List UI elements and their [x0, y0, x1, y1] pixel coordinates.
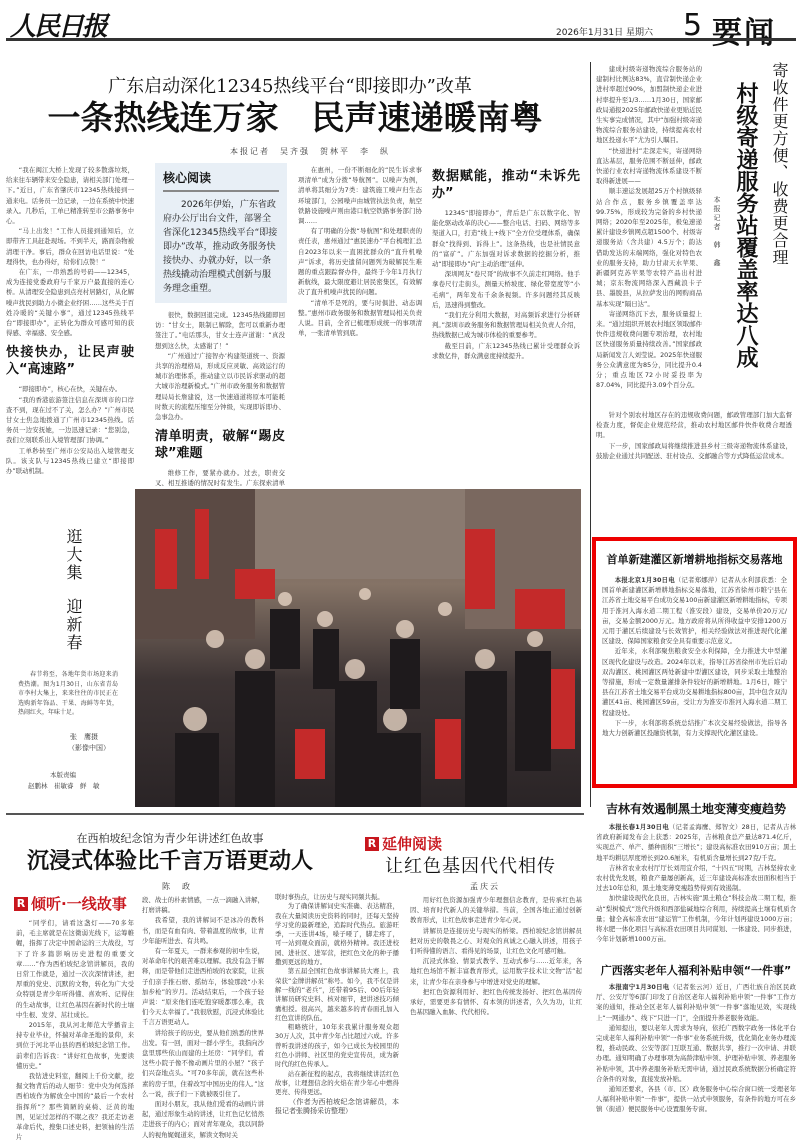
paragraph: 讲给孩子的历史，要从他们熟悉的世界出发。有一回，面对一群小学生，我指向沙盘里那些依山而建的土坯房：“同学们，看这些小院子像不像动画片里的小屋？”孩子们兴奋地点头。“可70多年前，就在这些朴素的房子里，住着改写中国历史的伟人。”这么一说，孩子们一下就被吸引住了。: [142, 1028, 264, 1098]
paragraph: 截至目前，广东12345热线已累计受理群众诉求数亿件，群众满意度持续提升。: [432, 341, 580, 360]
rural-text-bottom: [596, 410, 792, 530]
paragraph: 通知提出，要以老年人需求为导向，依托广西数字政务一体化平台完成老年人福利补贴申领“一件事”业务系统升级，优化简化业务办理流程，推动民政、公安等部门互联互通、数据共享，推行一次申请、并联办理。通知明确了办理事项为高龄津贴申领、护理补贴申领、养老服务补贴申领，其中养老服务补贴无需申请，通过民政系统数据分析确定符合条件的对象，直接发放补贴。: [596, 1023, 796, 1083]
paragraph: 站在新征程的起点，我将继续讲活红色故事，让理想信念的火焰在青少年心中燃得更亮、传得更远。: [275, 1069, 399, 1097]
paragraph: “即接即办”，核心在快，关键在办。: [18, 385, 122, 394]
core-reading-text: 2026年伊始，广东省政府办公厅出台文件，部署全省深化12345热线平台“即接即办”改革，推动政务服务快接快办、办就办好，以一条热线撬动治理模式创新与服务理念重塑。: [163, 200, 278, 294]
photo-source: （影像中国）: [68, 744, 110, 752]
paragraph: 建成村级寄递物流综合服务站的建制村比例达83%，直营制快递企业进村率超过90%，加盟制快递企业进村率提升至1/3……1月30日，国家邮政局通报2025年邮政快递业更贴近民生实事完成情况，其中“加强村级寄递物流综合服务站建设，持续提高农村地区投递水平”尤为引人瞩目。: [596, 65, 702, 145]
story-kicker: 在西柏坡纪念馆为青少年讲述红色故事: [76, 832, 264, 845]
rural-kicker: 寄收件更方便、收费更合理: [770, 62, 789, 266]
dateline: 本报长春1月30日电: [608, 823, 669, 831]
market-photo: [135, 489, 581, 807]
paragraph: （记者张云河）近日，广西壮族自治区民政厅、公安厅等6部门印发了自治区老年人福利补贴申领“一件事”工作方案的通知，推动全区老年人福利补贴申领“一件事”落地见效，实现线上“一网通办”、线下“只进一门”，全面提升养老服务效能。: [596, 983, 797, 1022]
subheading: 快接快办，让民声驶入“高速路”: [6, 345, 134, 378]
paragraph: 为了确保讲解词史实准确、表达精准，我在大量阅读历史资料的同时，还每天坚持学习党的最新理论，追踪时代热点。旅游旺季，一天连讲4场，嗓子哑了，脚走疼了，可一站到观众面前，就格外精神。我还进校园、进社区、进军营，把红色文化的种子播撒到更远的地方。: [275, 902, 399, 967]
paragraph: “我在闽江大桥上发现了较多散落垃圾，给来往车辆带来安全隐患，请相关部门处理一下。”近日，广东省肇庆市12345热线接到一通来电。话务员一边记录，一边在系统中快速录入。几秒后，工单已精准转至市公路事务中心。: [6, 166, 134, 226]
jilin-headline: 吉林有效遏制黑土地变薄变瘦趋势: [605, 802, 786, 816]
core-reading-box: [155, 163, 287, 303]
rural-byline: 本报记者 韩 鑫: [713, 196, 721, 268]
guangxi-headline: 广西落实老年人福利补贴申领“一件事”: [600, 964, 792, 977]
lead-column-3: [298, 165, 422, 483]
photo-title-1: 逛大集: [64, 528, 83, 582]
story-column-1: [16, 918, 134, 1142]
market-crowd-image: [135, 489, 581, 807]
paragraph: “我的香港旅游签注信息在深圳市的口岸查不到，现在过不了关，怎么办？”广州市民甘女士焦急地拨通了广州市12345热线。话务员一边安抚她，一边迅速记录：“您别急，我们立刻联系出入境管理部门协调。”: [6, 395, 134, 445]
dateline: 本报南宁1月30日电: [608, 983, 670, 991]
lead-column-2: [155, 310, 285, 488]
issue-date: 2026年1月31日 星期六: [556, 28, 653, 38]
r-badge-icon: R: [14, 897, 28, 911]
author-note: （作者为西柏坡纪念馆讲解员，本报记者张腾扬采访整理）: [275, 1097, 399, 1116]
paragraph: （记者郑娜萍）记者从水利部获悉：全国首单新建灌区新增耕地指标交易落地，江苏省徐州市睢宁县在江苏省土地交易平台成功交易100亩新建灌区新增耕地指标，专项用于淮河入海水道二期工程（淮安段）建设，交易单价20万元/亩，交易金额2000万元。地方政府将从所得收益中安排1200万元用于灌区后续建设与长效管护，相关经验做法对推进现代化灌区建设、保障国家粮食安全具有重要示范意义。: [602, 576, 788, 646]
paragraph: “广州通过‘广接智办’构建渠道统一、资源共享的治理格局，形成反应灵敏、高效运行的城市治理体系，推动建立以市民诉求驱动的超大城市治理新模式。”广州市政务服务和数据管理局局长詹建说，这一快速通道将原本可能耗时数天的流程压缩至分钟级，实现即诉即办、急事急办。: [155, 351, 285, 422]
editors-label: 本版责编: [50, 771, 76, 779]
story-headline: 沉浸式体验比千言万语更动人: [26, 848, 313, 874]
core-reading-title: 核心阅读: [163, 169, 279, 192]
paragraph: 加快建设现代化良田，吉林实施“黑土粮仓”科技会战二期工程，推动“梨树模式”迭代升级和西部盐碱地综合利用，持续提高土壤有机质含量；健全高标准农田“建运管”工作机制，今年计划再建设1000万亩；将水肥一体化项目与高标准农田项目共同谋划、一体建设、同步推进，今年计划新增1000万亩。: [596, 894, 796, 944]
paragraph: 通知还要求，各县（市、区）政务服务中心综合窗口统一受理老年人福利补贴申领“一件事”，提供一站式申领服务，有条件的地方可在乡镇（街道）便民服务中心设置服务专窗。: [596, 1085, 796, 1114]
lead-headline: 一条热线连万家 民声速递暖南粤: [47, 98, 543, 137]
rural-headline: 村级寄递服务站覆盖率达八成: [733, 82, 758, 368]
lead-byline: 本报记者 吴齐强 贺林平 李 纵: [230, 147, 390, 156]
paragraph: 联时事热点，让历史与现实同频共振。: [275, 893, 384, 901]
paragraph: 用好红色资源加强青少年理想信念教育，是传承红色基因、培育时代新人的关键举措。当前，全国各地正通过创新教育形式，让红色故事走进青少年心灵。: [410, 896, 582, 925]
paragraph: （记者孟海鹰、郑智文）28日，记者从吉林省政府新闻发布会上获悉：2025年，吉林粮食总产量达871.4亿斤，实现总产、单产、播种面积“三增长”；建设高标准农田910万亩；黑土地平均耕层厚度增长到20.6厘米，有机质含量增长到27克/千克。: [596, 823, 796, 862]
paragraph: “清单不是死的，要与时俱进、动态调整。”惠州市政务服务和数据管理局相关负责人说。目前，全省已梳理形成统一的事项清单，一张清单管到底。: [298, 298, 422, 338]
extended-reading-tag: [365, 833, 442, 854]
rural-text-top: [596, 64, 702, 390]
guangxi-text: [596, 982, 796, 1128]
paragraph: 讲解员是连接历史与现实的桥梁。西柏坡纪念馆讲解员把对历史的敬畏之心、对观众的真诚之心融入讲述，用孩子们听得懂的语言、看得见的场景，让红色文化可感可触。: [410, 926, 582, 956]
paragraph: 沉浸式体验、情景式教学、互动式参与……近年来，各地红色场馆不断丰富教育形式，运用数字技术让文物“活”起来，让青少年在亲身参与中增进对党史的理解。: [410, 957, 582, 986]
paragraph: 下一步，国家邮政局将继续推进县乡村三级寄递物流体系建设，鼓励企业通过共同配送、驻村设点、交邮融合等方式降低运营成本。: [596, 441, 792, 460]
lead-kicker: 广东启动深化12345热线平台“即接即办”改革: [108, 76, 472, 97]
paragraph: 有了明确的分拨“导航图”和处理职责的责任表，惠州通过“惠民速办”平台梳理汇总自2023年以来一直困扰群众的“直升机噪声”诉求，将历史遗留问题列为破解民生难题的重点跟踪督办件，最终于今年1月执行新航线，最大限度避让居民密集区，有效解决了直升机噪声扰民的问题。: [298, 227, 422, 297]
subheading: 数据赋能，推动“未诉先办”: [432, 169, 580, 201]
story-tag: [14, 893, 127, 914]
paragraph: 粗略统计，10年来我累计服务观众超30万人次，其中青少年占比超过六成。许多曾听我讲述的孩子，如今已成长为校园里的红色小讲师、社区里的党史宣传员，成为新时代的红色传承人。: [275, 1023, 399, 1069]
section-title: 要闻: [712, 16, 776, 51]
paragraph: 下一步，水利部将系统总结推广本次交易经验做法，指导各地大力创新灌区投融资机制，有力支撑现代化灌区建设。: [602, 718, 787, 738]
paragraph: 段、战士的朴素情感，一点一滴融入讲解，打磨讲稿。: [142, 896, 264, 915]
masthead-rule: [6, 38, 796, 41]
page-number: 5: [683, 8, 703, 43]
column-divider: [590, 62, 591, 807]
paragraph: 深圳网友“卷尺哥”的故事不久前走红网络。他手拿卷尺行走街头，测量天桥坡度、绿化带宽度等“小毛病”，两年发布千余条视频。许多问题经其反映后，迅速得到整改。: [432, 270, 580, 309]
paragraph: 面对小朋友，我从他们爱看的动画片讲起，通过形象生动的讲述，让红色记忆悄然走进孩子的内心；面对青年观众，我以同龄人的视角娓娓道来，解读文物时关: [142, 1100, 264, 1139]
story-author: 陈 政: [162, 882, 192, 891]
story-column-3: [275, 893, 399, 1129]
paragraph: 在广东，一串熟悉的号码——12345，成为连接党委政府与千家万户最直接的连心桥。从清理安全隐患到点亮村居路灯，从化解噪声扰民到助力小微企业纾困……这些关于百姓冷暖的“关键小事”，通过12345热线平台“即接即办”，正转化为群众可感可知的获得感、幸福感、安全感。: [6, 268, 134, 338]
extended-reading-headline: 让红色基因代代相传: [385, 856, 556, 877]
extended-reading-author: 孟庆云: [470, 882, 500, 891]
editors: 赵鹏林 崔敏睿 鲜 敏: [28, 782, 100, 790]
paragraph: 吉林省农业农村厅厅长刘用宜介绍，“十四五”时期，吉林坚持农业农村优先发展，粮食产量屡创新高，近三年建设高标准农田面积相当于过去10年总和，黑土地变薄变瘦趋势得到有效遏制。: [596, 863, 796, 893]
jilin-text: [596, 822, 796, 952]
tag-label: 延伸阅读: [382, 835, 443, 853]
photographer: 张 鹰摄: [70, 733, 98, 741]
paragraph: 很快，数据回退完成。12345热线随即回访：“甘女士，限制已解除，您可以重新办理签注了。”电话那头，甘女士连声道谢：“真没想到这么快，太感谢了！”: [155, 311, 285, 350]
photo-caption: [18, 670, 118, 730]
photo-title-2: 迎新春: [64, 598, 83, 652]
extended-reading-text: [410, 895, 582, 1128]
paragraph: 第五届全国红色故事讲解员大赛上，我荣获“金牌讲解员”称号。如今，我不仅是讲解一线的“老兵”，还带着95后、00后年轻讲解员研究史料、核对细节，把讲述技巧倾囊相授。很高兴，越来越多的青春面孔加入红色宣讲的队伍。: [275, 967, 399, 1022]
dateline: 本报北京1月30日电: [614, 576, 675, 584]
subheading: 清单明责，破解“踢皮球”难题: [155, 429, 285, 462]
section-divider: [6, 813, 584, 815]
r-badge-icon: R: [365, 837, 379, 851]
paragraph: 寄递网络沉下去，服务质量提上来。“通过组织开展农村地区领取邮件快件违规收费问题专项治理，农村地区快递服务质量持续改善。”国家邮政局新闻发言人刘莹说。2025年快递服务公众满意度为85分，同比提升0.4分；重点地区72小时妥投率为87.04%，同比提升3.09个百分点。: [596, 309, 702, 390]
paragraph: 维修工作，要紧办就办。过去，职责交叉、相互推诿的情况时有发生。广东探索清单: [155, 469, 285, 488]
paragraph: 针对个别农村地区存在的违规收费问题，邮政管理部门加大监督检查力度，督促企业规范经营，推动农村地区邮件快件收费合理透明。: [596, 411, 792, 440]
paragraph: 我钻进史料室，翻阅上千份文献，挖掘文物背后的动人细节：党中央为何选择西柏坡作为解放全中国的“最后一个农村指挥所”？那些简陋的桌椅、泛黄的地图，见证过怎样的不眠之夜？我还走访老革命后代，搜集口述史料，把领袖的生活片: [16, 1072, 134, 1142]
paragraph: “同学们，请看这盏灯——70多年前，毛主席就是在这微弱光线下，运筹帷幄，指挥了决定中国命运的三大战役，写下了许多篇影响历史进程的重要文章……”作为西柏坡纪念馆讲解员，我的日常工作就是，通过一次次深情讲述，把厚重的党史、沉默的文物，转化为广大受众特别是青少年听得懂、喜欢听、记得住的生动故事，让红色基因在新时代的土壤中生根、发芽、茁壮成长。: [16, 919, 134, 1019]
paragraph: 把红色资源利用好、把红色传统发扬好、把红色基因传承好，需要更多有情怀、有本领的讲述者，久久为功，让红色基因融入血脉、代代相传。: [410, 987, 582, 1017]
paragraph: 工单秒转至广州市公安局出入境管理支队。该支队与12345热线已建立“即接即办”联动机制。: [6, 446, 134, 476]
farmland-headline: 首单新建灌区新增耕地指标交易落地: [606, 553, 783, 566]
paragraph: 有一年夏天，一群来参观的初中生说，对革命年代的艰苦难以理解。我没有急于解释，而是带他们走进西柏坡的农家院，让孩子们亲手推石磨、摇纺车，体验那段“小米加步枪”的岁月。活动结束后，一个孩子轻声说：“原来他们连吃饱穿暖都那么难，我们今天太幸福了。”我很欣慰，沉浸式体验比千言万语更动人。: [142, 947, 264, 1027]
paragraph: “我们充分利用大数据，对高频诉求进行分析研判。”深圳市政务服务和数据管理局相关负责人介绍，热线数据已成为城市体检的重要参考。: [432, 311, 580, 340]
tag-label: 倾听·一线故事: [31, 895, 127, 913]
story-column-2: [142, 895, 264, 1139]
paragraph: 顺丰速运发展超25万个村镇级驿站合作点，服务乡镇覆盖率达99.75%，形成较为完备的乡村快递网络；2020年至2025年，极兔速递累计建设乡镇网点超1500个、村级寄递服务站（含共建）4.5万个；韵达借助发达的末端网络，强化对特色农业的服务支持，助力甘肃天水苹果、新疆阿克苏苹果等农特产品出村进城；京东物流网络深入西藏浪卡子县、墨脱县，从拉萨发出的网购商品基本实现“隔日达”。: [596, 187, 702, 308]
paragraph: 在惠州，一份不断细化的“民生诉求事项清单”成为分拨“导航图”。以噪声为例，清单将其细分为7类：建筑施工噪声归生态环境部门，公园噪声由城管执法负责，航空铁路设施噪声则由港口航空铁路事务部门协调……: [298, 166, 422, 226]
farmland-highlight-box: [592, 537, 797, 788]
newspaper-logo: 人民日报: [10, 12, 107, 42]
lead-column-4: [432, 168, 580, 483]
paragraph: 我希望，我的讲解词不是冰冷的教科书，而是有血有肉、带着温度的故事，让青少年能听进去、有共鸣。: [142, 916, 264, 945]
paragraph: 12345“即接即办”，背后是广东以数字化、智能化驱动改革的决心——整合电话、扫码、网络等多渠道入口，打造“线上+线下”全方位受理体系，确保群众“找得到、诉得上”。这条热线，也是社情民意的“富矿”。广东加强对诉求数据的挖掘分析，推动“即接即办”向“主动治理”延伸。: [432, 209, 580, 269]
paragraph: “快递进村”走深走实，寄递网络直达基层，服务范围不断延伸，邮政快递行业农村寄递物流体系建设不断取得新进展——: [596, 146, 702, 186]
paragraph: 2015年，我从河北师范大学播音主持专业毕业，怀揣对革命圣地的景仰，来到位于河北平山县的西柏坡纪念馆工作。前辈们告诉我：“讲好红色故事，先要读懂历史。”: [16, 1021, 134, 1070]
lead-column-1: [6, 165, 134, 483]
paragraph: “马上出发！”工作人员接到通知后，立即带齐工具赶赴现场。不到半天，路面杂物被清理干净。事后，群众在回访电话里说：“处理得快，也办得好，给你们点赞！”: [6, 227, 134, 266]
paragraph: 近年来，水利部聚焦粮食安全水利保障，全力推进大中型灌区现代化建设与改造。2024年以来，指导江苏省徐州市先后启动双沟灌区、桃园灌区两处新建中型灌区建设，同步采取土地整治等措施，形成一定数量灌排条件较好的新增耕地。1月6日，睢宁县在江苏省土地交易平台成功交易耕地指标800亩，其中包含双沟灌区41亩、桃园灌区59亩，受让方为淮安市淮河入海水道二期工程建设处。: [602, 647, 787, 717]
farmland-text: [602, 575, 787, 775]
caption-text: 春节将至，各地年货市场迎来消费热潮。图为1月30日，山东省青岛市李村大集上，来来往往的市民正在选购新年饰品、干果、海鲜等年货，热闹红火，年味十足。: [18, 671, 118, 716]
